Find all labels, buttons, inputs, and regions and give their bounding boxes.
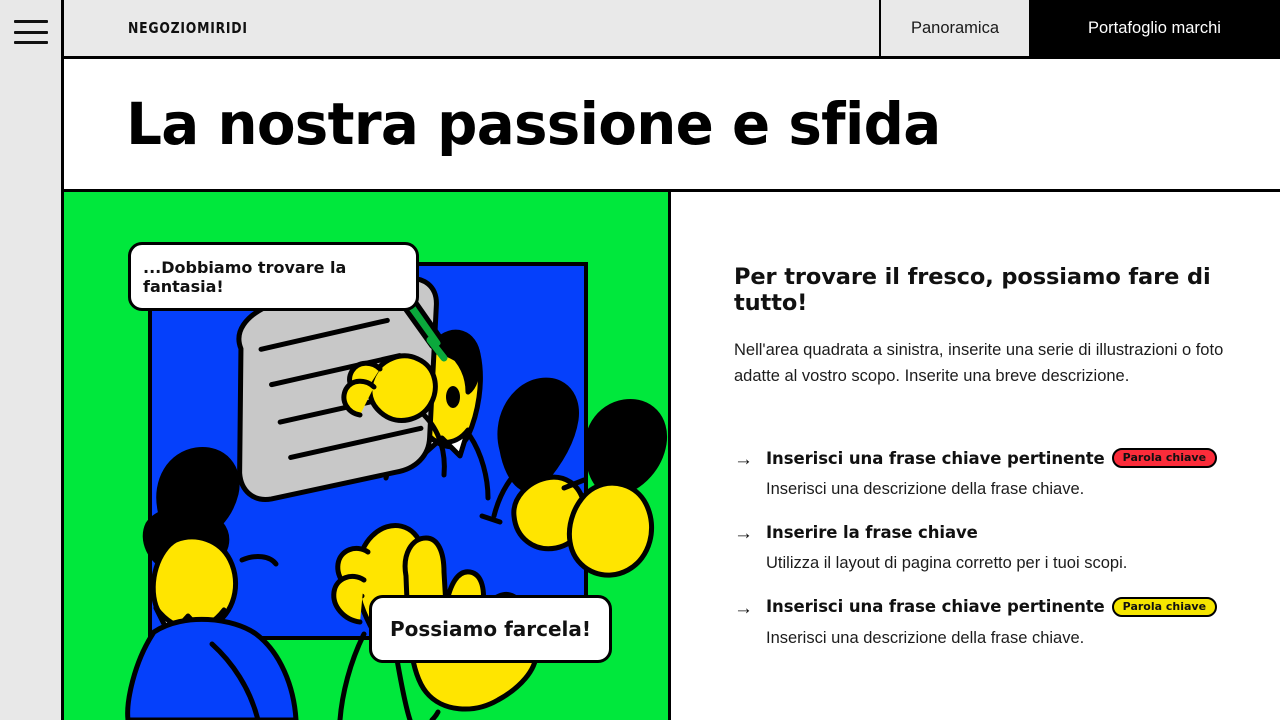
tab-portafoglio-marchi[interactable] — [1029, 0, 1280, 56]
feature-list — [734, 446, 1280, 649]
list-item-body — [766, 595, 1280, 649]
list-item-title-row — [766, 595, 1280, 619]
list-item-description: Utilizza il layout di pagina corretto per i tuoi scopi. — [766, 554, 1128, 573]
tab-portafoglio-marchi-label: Portafoglio marchi — [1088, 18, 1221, 37]
list-item-title-row — [766, 446, 1280, 470]
page-title: La nostra passione e sfida — [126, 90, 941, 158]
content-heading: Per trovare il fresco, possiamo fare di tutto! — [734, 264, 1211, 316]
top-bar — [64, 0, 1280, 59]
list-item-description: Inserisci una descrizione della frase chiave. — [766, 628, 1085, 647]
content-body-text: Nell'area quadrata a sinistra, inserite una serie di illustrazioni o foto adatte al vostro scopo. Inserite una breve descrizione. — [734, 341, 1224, 385]
list-item[interactable] — [734, 595, 1280, 649]
list-item-title: Inserire la frase chiave — [766, 522, 978, 542]
speech-bubble-bottom-text: Possiamo farcela! — [389, 617, 592, 641]
hamburger-menu-icon[interactable] — [14, 20, 48, 44]
list-item[interactable] — [734, 446, 1280, 500]
list-item-title: Inserisci una frase chiave pertinente — [766, 448, 1105, 468]
brand-area[interactable] — [64, 0, 879, 56]
list-item-title: Inserisci una frase chiave pertinente — [766, 597, 1105, 617]
list-item-body — [766, 520, 1280, 574]
status-badge: Parola chiave — [1112, 597, 1217, 617]
left-rail — [0, 0, 64, 720]
list-item-body — [766, 446, 1280, 500]
arrow-right-icon: → — [734, 597, 753, 619]
arrow-right-icon: → — [734, 523, 753, 545]
hamburger-line — [14, 41, 48, 44]
speech-bubble-top-text: ...Dobbiamo trovare la fantasia! — [143, 257, 347, 296]
brand-logo-text: NEGOZIOMIRIDI — [128, 19, 248, 37]
tab-panoramica-label: Panoramica — [910, 18, 1000, 37]
tab-panoramica[interactable] — [879, 0, 1029, 56]
content-panel — [671, 192, 1280, 720]
hamburger-line — [14, 20, 48, 23]
hamburger-line — [14, 31, 48, 34]
title-band — [64, 59, 1280, 192]
status-badge: Parola chiave — [1112, 448, 1217, 468]
arrow-right-icon: → — [734, 449, 753, 471]
list-item-description: Inserisci una descrizione della frase chiave. — [766, 480, 1085, 499]
list-item-title-row — [766, 520, 1280, 544]
illustration-panel — [64, 192, 671, 720]
speech-bubble-top — [128, 242, 419, 311]
list-item[interactable] — [734, 520, 1280, 574]
speech-bubble-bottom — [369, 595, 612, 663]
